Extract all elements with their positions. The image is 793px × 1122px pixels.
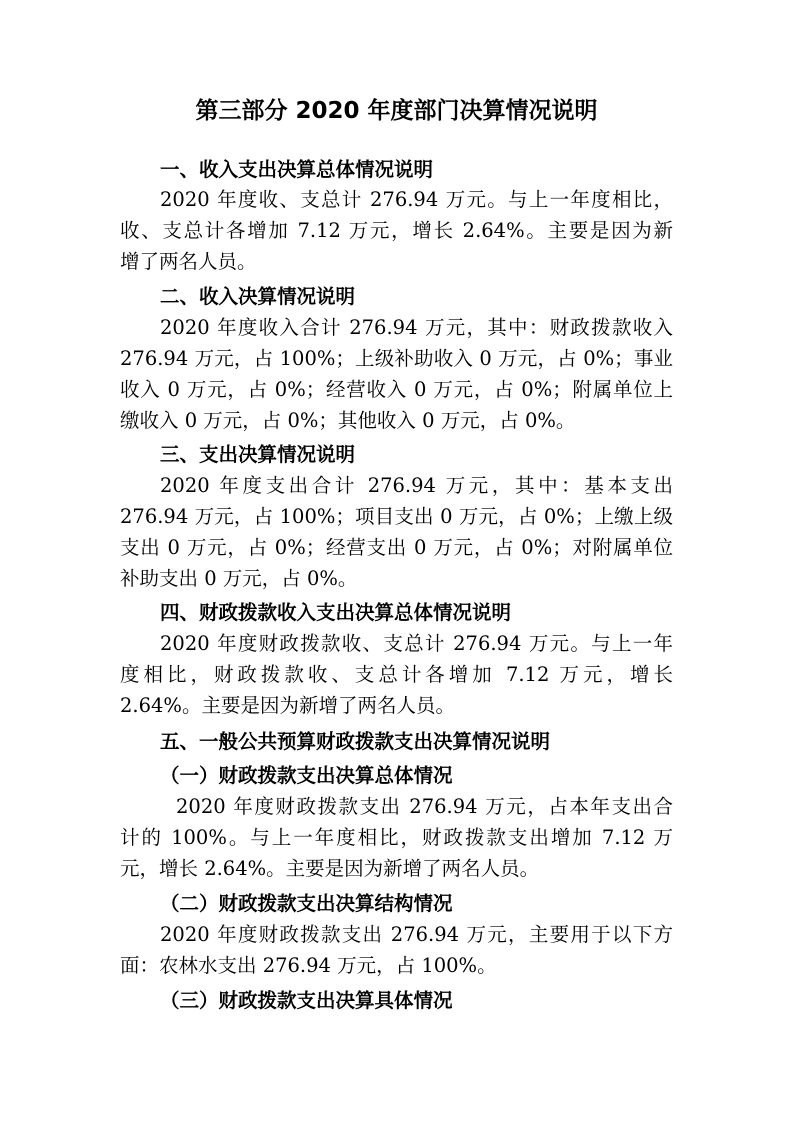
paragraph-line: 元，增长 2.64%。主要是因为新增了两名人员。 [120, 857, 540, 880]
subsection-heading-2: （二）财政拨款支出决算结构情况 [160, 892, 453, 915]
paragraph-line: 276.94 万元，占 100%；项目支出 0 万元，占 0%；上缴上级 [120, 505, 673, 528]
paragraph-line: 收、支总计各增加 7.12 万元，增长 2.64%。主要是因为新 [120, 219, 673, 242]
paragraph-line: 度相比，财政拨款收、支总计各增加 7.12 万元，增长 [120, 663, 673, 686]
section-heading-1: 一、收入支出决算总体情况说明 [160, 158, 434, 181]
paragraph-line: 2020 年度收、支总计 276.94 万元。与上一年度相比， [160, 188, 673, 211]
section-heading-2: 二、收入决算情况说明 [160, 285, 356, 308]
paragraph-line: 计的 100%。与上一年度相比，财政拨款支出增加 7.12 万 [120, 826, 673, 849]
paragraph-line: 缴收入 0 万元，占 0%；其他收入 0 万元，占 0%。 [120, 409, 576, 432]
section-heading-4: 四、财政拨款收入支出决算总体情况说明 [160, 601, 512, 624]
paragraph-line: 增了两名人员。 [120, 250, 257, 273]
paragraph-line: 2020 年度财政拨款收、支总计 276.94 万元。与上一年 [160, 632, 673, 655]
subsection-heading-3: （三）财政拨款支出决算具体情况 [160, 989, 453, 1012]
paragraph-line: 2020 年度财政拨款支出 276.94 万元，主要用于以下方 [160, 923, 673, 946]
paragraph-line: 276.94 万元，占 100%；上级补助收入 0 万元，占 0%；事业 [120, 347, 673, 370]
page-title: 第三部分 2020 年度部门决算情况说明 [195, 98, 598, 124]
paragraph-line: 2020 年度财政拨款支出 276.94 万元，占本年支出合 [176, 795, 673, 818]
paragraph-line: 支出 0 万元，占 0%；经营支出 0 万元，占 0%；对附属单位 [120, 536, 673, 559]
paragraph-line: 2.64%。主要是因为新增了两名人员。 [120, 694, 455, 717]
paragraph-line: 2020 年度收入合计 276.94 万元，其中：财政拨款收入 [160, 316, 673, 339]
subsection-heading-1: （一）财政拨款支出决算总体情况 [160, 764, 453, 787]
paragraph-line: 收入 0 万元，占 0%；经营收入 0 万元，占 0%；附属单位上 [120, 378, 673, 401]
section-heading-5: 五、一般公共预算财政拨款支出决算情况说明 [160, 730, 551, 753]
paragraph-line: 补助支出 0 万元，占 0%。 [120, 567, 358, 590]
paragraph-line: 面：农林水支出 276.94 万元，占 100%。 [120, 954, 497, 977]
paragraph-line: 2020 年度支出合计 276.94 万元，其中：基本支出 [160, 474, 673, 497]
section-heading-3: 三、支出决算情况说明 [160, 443, 356, 466]
